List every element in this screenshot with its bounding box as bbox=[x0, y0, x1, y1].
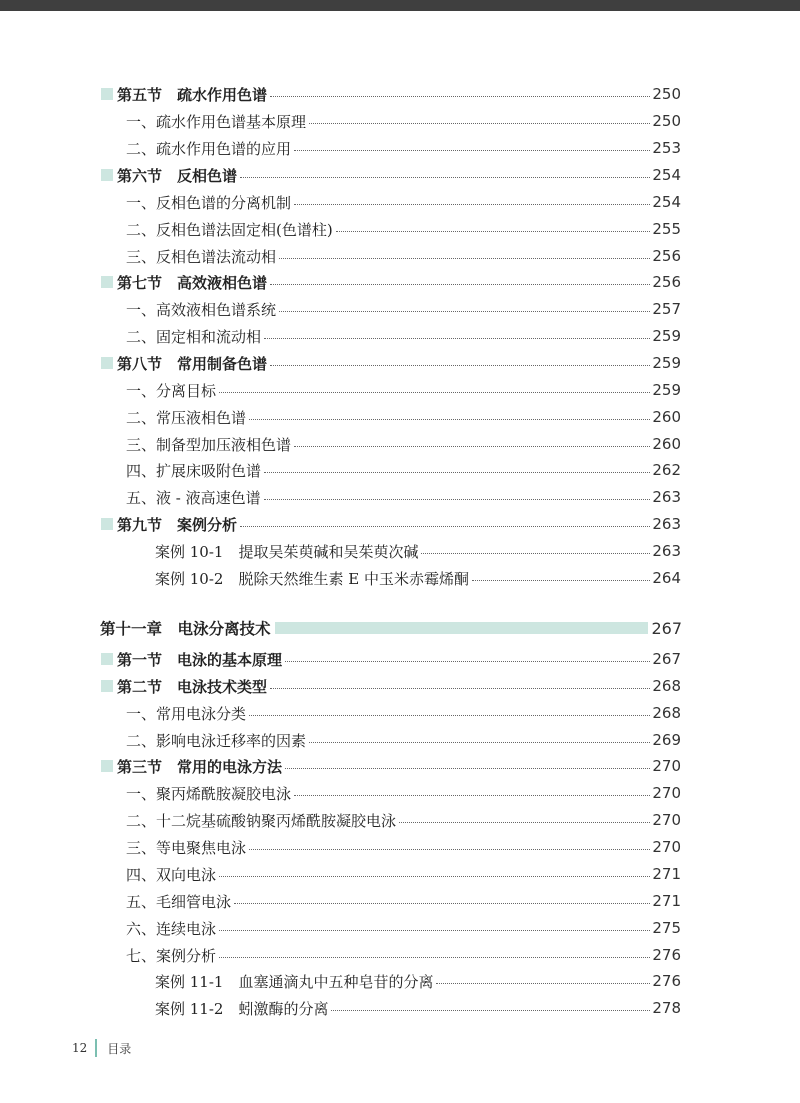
dot-leader bbox=[264, 337, 650, 339]
section-marker-icon bbox=[101, 276, 113, 288]
toc-item[interactable] bbox=[126, 485, 681, 509]
dot-leader bbox=[240, 525, 650, 527]
toc-page-number: 268 bbox=[652, 677, 681, 695]
dot-leader bbox=[279, 257, 650, 259]
toc-item[interactable] bbox=[126, 378, 681, 402]
toc-section[interactable] bbox=[101, 163, 681, 187]
dot-leader bbox=[285, 767, 650, 769]
toc-item[interactable] bbox=[126, 432, 681, 456]
dot-leader bbox=[279, 310, 650, 312]
toc-page-number: 270 bbox=[652, 811, 681, 829]
toc-page-number: 271 bbox=[652, 865, 681, 883]
dot-leader bbox=[219, 956, 650, 958]
toc-page-number: 259 bbox=[652, 381, 681, 399]
dot-leader bbox=[436, 982, 650, 984]
toc-page-number: 264 bbox=[652, 569, 681, 587]
dot-leader bbox=[264, 498, 651, 500]
toc-item[interactable] bbox=[126, 862, 681, 886]
toc-case[interactable] bbox=[155, 539, 681, 563]
chapter-bar bbox=[275, 622, 649, 634]
toc-chapter-label: 第十一章 电泳分离技术 bbox=[100, 619, 271, 638]
dot-leader bbox=[294, 445, 650, 447]
toc-page-number: 262 bbox=[652, 461, 681, 479]
dot-leader bbox=[270, 687, 650, 689]
toc-label: 第五节 疏水作用色谱 bbox=[117, 85, 268, 104]
toc-item[interactable] bbox=[126, 405, 681, 429]
toc-item[interactable] bbox=[126, 781, 681, 805]
toc-page-number: 276 bbox=[652, 946, 681, 964]
toc-page-number: 271 bbox=[652, 892, 681, 910]
toc-label: 案例 10-1 提取吴茱萸碱和吴茱萸次碱 bbox=[155, 542, 419, 561]
toc-item[interactable] bbox=[126, 701, 681, 725]
dot-leader bbox=[399, 821, 650, 823]
toc-item[interactable] bbox=[126, 324, 681, 348]
toc-section[interactable] bbox=[101, 512, 681, 536]
dot-leader bbox=[249, 714, 650, 716]
toc-label: 三、制备型加压液相色谱 bbox=[126, 435, 292, 454]
toc-page-number: 270 bbox=[652, 784, 681, 802]
toc-item[interactable] bbox=[126, 835, 681, 859]
section-marker-icon bbox=[101, 680, 113, 692]
toc-label: 二、反相色谱法固定相(色谱柱) bbox=[126, 220, 333, 239]
toc-case[interactable] bbox=[155, 566, 681, 590]
toc-label: 二、影响电泳迁移率的因素 bbox=[126, 731, 307, 750]
toc-item[interactable] bbox=[126, 943, 681, 967]
dot-leader bbox=[219, 391, 650, 393]
section-marker-icon bbox=[101, 169, 113, 181]
toc-item[interactable] bbox=[126, 190, 681, 214]
toc-page-number: 270 bbox=[652, 757, 681, 775]
dot-leader bbox=[270, 364, 650, 366]
dot-leader bbox=[472, 579, 650, 581]
dot-leader bbox=[309, 122, 650, 124]
footer-divider bbox=[95, 1039, 97, 1057]
toc-label: 二、疏水作用色谱的应用 bbox=[126, 139, 292, 158]
toc-label: 二、常压液相色谱 bbox=[126, 408, 247, 427]
dot-leader bbox=[249, 848, 650, 850]
toc-page-number: 257 bbox=[652, 300, 681, 318]
toc-page-number: 259 bbox=[652, 327, 681, 345]
toc-page-number: 254 bbox=[652, 166, 681, 184]
toc-label: 一、分离目标 bbox=[126, 381, 217, 400]
toc-label: 五、液 - 液高速色谱 bbox=[126, 488, 261, 507]
toc-label: 第九节 案例分析 bbox=[117, 515, 238, 534]
dot-leader bbox=[264, 471, 650, 473]
toc-page-number: 263 bbox=[652, 542, 681, 560]
dot-leader bbox=[421, 552, 650, 554]
footer-page-number: 12 bbox=[72, 1041, 88, 1055]
toc-page-number: 275 bbox=[652, 919, 681, 937]
dot-leader bbox=[336, 230, 651, 232]
section-marker-icon bbox=[101, 518, 113, 530]
toc-label: 一、聚丙烯酰胺凝胶电泳 bbox=[126, 784, 292, 803]
toc-page-number: 270 bbox=[652, 838, 681, 856]
section-marker-icon bbox=[101, 88, 113, 100]
toc-page-number: 268 bbox=[652, 704, 681, 722]
toc-label: 案例 11-1 血塞通滴丸中五种皂苷的分离 bbox=[155, 972, 434, 991]
dot-leader bbox=[309, 741, 650, 743]
toc-item[interactable] bbox=[126, 244, 681, 268]
toc-label: 第三节 常用的电泳方法 bbox=[117, 757, 283, 776]
toc-label: 第八节 常用制备色谱 bbox=[117, 354, 268, 373]
toc-page-number: 278 bbox=[652, 999, 681, 1017]
dot-leader bbox=[234, 902, 650, 904]
toc-label: 三、反相色谱法流动相 bbox=[126, 247, 277, 266]
dot-leader bbox=[270, 95, 650, 97]
toc-label: 第七节 高效液相色谱 bbox=[117, 273, 268, 292]
toc-section[interactable] bbox=[101, 754, 681, 778]
toc-item[interactable] bbox=[126, 889, 681, 913]
toc-label: 二、十二烷基硫酸钠聚丙烯酰胺凝胶电泳 bbox=[126, 811, 397, 830]
toc-label: 一、疏水作用色谱基本原理 bbox=[126, 112, 307, 131]
toc-item[interactable] bbox=[126, 728, 681, 752]
toc-label: 四、扩展床吸附色谱 bbox=[126, 461, 262, 480]
toc-page-number: 260 bbox=[652, 435, 681, 453]
toc-page-number: 263 bbox=[652, 488, 681, 506]
toc-item[interactable] bbox=[126, 217, 681, 241]
toc-page-number: 269 bbox=[652, 731, 681, 749]
toc-section[interactable] bbox=[101, 674, 681, 698]
toc-page-number: 259 bbox=[652, 354, 681, 372]
page-footer bbox=[72, 1036, 131, 1060]
toc-section[interactable] bbox=[101, 270, 681, 294]
toc-label: 一、常用电泳分类 bbox=[126, 704, 247, 723]
toc-chapter[interactable] bbox=[100, 614, 682, 642]
toc-item[interactable] bbox=[126, 808, 681, 832]
toc-label: 一、反相色谱的分离机制 bbox=[126, 193, 292, 212]
toc-label: 五、毛细管电泳 bbox=[126, 892, 232, 911]
dot-leader bbox=[249, 418, 650, 420]
toc-page-number: 260 bbox=[652, 408, 681, 426]
toc-item[interactable] bbox=[126, 458, 681, 482]
toc-section[interactable] bbox=[101, 82, 681, 106]
toc-label: 第一节 电泳的基本原理 bbox=[117, 650, 283, 669]
section-marker-icon bbox=[101, 357, 113, 369]
toc-section[interactable] bbox=[101, 647, 681, 671]
toc-page-number: 267 bbox=[652, 650, 681, 668]
toc-item[interactable] bbox=[126, 297, 681, 321]
toc-section[interactable] bbox=[101, 351, 681, 375]
toc-label: 一、高效液相色谱系统 bbox=[126, 300, 277, 319]
toc-page-number: 255 bbox=[652, 220, 681, 238]
toc-page-number: 250 bbox=[652, 112, 681, 130]
toc-label: 三、等电聚焦电泳 bbox=[126, 838, 247, 857]
toc-page-number: 256 bbox=[652, 273, 681, 291]
toc-page-number: 250 bbox=[652, 85, 681, 103]
toc-page-number: 263 bbox=[652, 515, 681, 533]
dot-leader bbox=[270, 283, 650, 285]
dot-leader bbox=[331, 1009, 650, 1011]
dot-leader bbox=[240, 176, 650, 178]
section-marker-icon bbox=[101, 760, 113, 772]
section-marker-icon bbox=[101, 653, 113, 665]
toc-label: 第六节 反相色谱 bbox=[117, 166, 238, 185]
toc-page-number: 254 bbox=[652, 193, 681, 211]
toc-label: 案例 11-2 蚓激酶的分离 bbox=[155, 999, 329, 1018]
toc-page-number: 253 bbox=[652, 139, 681, 157]
toc-item[interactable] bbox=[126, 916, 681, 940]
toc-page-number: 276 bbox=[652, 972, 681, 990]
toc-item[interactable] bbox=[126, 136, 681, 160]
dot-leader bbox=[294, 203, 650, 205]
toc-label: 七、案例分析 bbox=[126, 946, 217, 965]
toc-label: 六、连续电泳 bbox=[126, 919, 217, 938]
dot-leader bbox=[285, 660, 650, 662]
toc-label: 四、双向电泳 bbox=[126, 865, 217, 884]
toc-label: 二、固定相和流动相 bbox=[126, 327, 262, 346]
top-bar bbox=[0, 0, 800, 11]
toc-case[interactable] bbox=[155, 996, 681, 1020]
toc-label: 第二节 电泳技术类型 bbox=[117, 677, 268, 696]
footer-title: 目录 bbox=[107, 1041, 132, 1056]
toc-page-number: 267 bbox=[651, 618, 682, 638]
dot-leader bbox=[294, 149, 650, 151]
dot-leader bbox=[219, 875, 650, 877]
toc-label: 案例 10-2 脱除天然维生素 E 中玉米赤霉烯酮 bbox=[155, 569, 469, 588]
dot-leader bbox=[294, 794, 650, 796]
toc-item[interactable] bbox=[126, 109, 681, 133]
toc-case[interactable] bbox=[155, 969, 681, 993]
dot-leader bbox=[219, 929, 650, 931]
toc-page-number: 256 bbox=[652, 247, 681, 265]
